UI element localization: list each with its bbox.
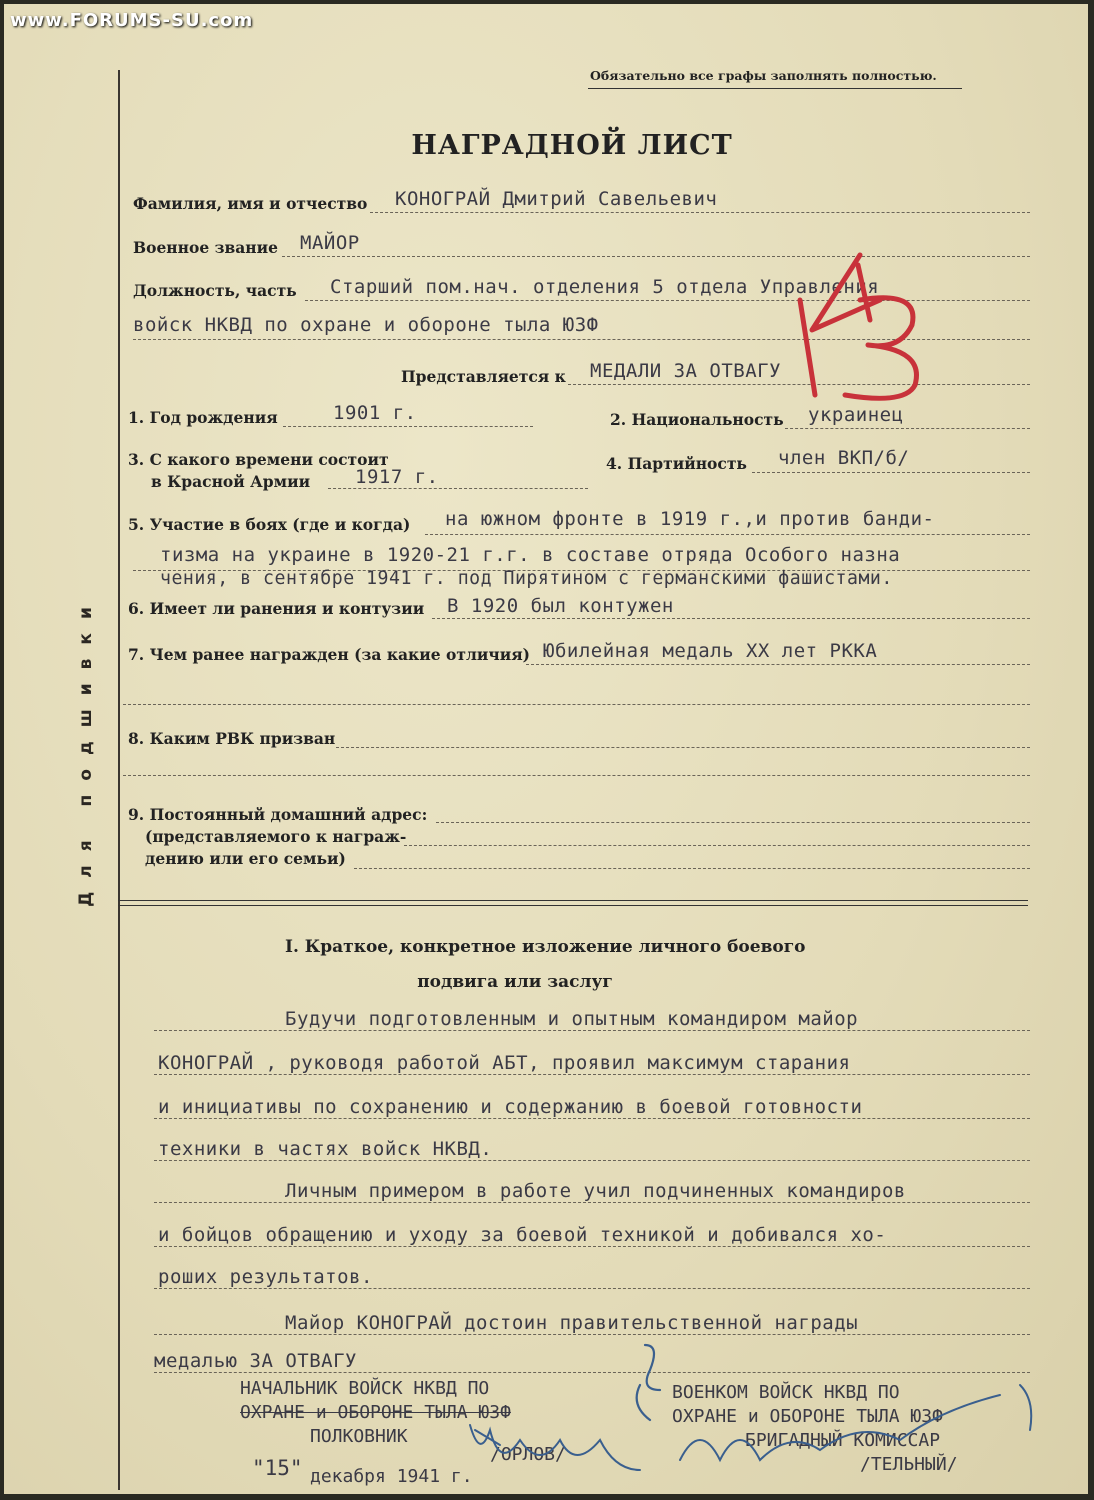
party-underline — [752, 472, 1030, 473]
binding-label — [76, 430, 106, 1070]
battles-value-line2: тизма на украине в 1920-21 г.г. в составе отряда Особого назна — [160, 544, 901, 566]
sig-right-line-2: ОХРАНЕ и ОБОРОНЕ ТЫЛА ЮЗФ — [672, 1406, 943, 1427]
address-underline-1 — [436, 822, 1030, 823]
address-underline-3 — [354, 868, 1030, 869]
section-line-3: и инициативы по сохранению и содержанию в боевой готовности — [158, 1096, 863, 1118]
section-line-9: медалью ЗА ОТВАГУ — [154, 1350, 357, 1372]
section-rule-9 — [154, 1372, 1030, 1373]
sig-left-name: /ОРЛОВ/ — [490, 1444, 566, 1465]
rvk-label: 8. Каким РВК призван — [128, 729, 336, 748]
service-underline — [328, 488, 588, 489]
date-day: "15" — [252, 1456, 303, 1480]
sig-right-line-3: БРИГАДНЫЙ КОМИССАР — [745, 1430, 941, 1451]
section-line-4: техники в частях войск НКВД. — [158, 1138, 493, 1160]
battles-label: 5. Участие в боях (где и когда) — [128, 515, 411, 534]
battles-value-line3: чения, в сентябре 1941 г. под Пирятином с германскими фашистами. — [160, 568, 893, 589]
section-heading-2: подвига или заслуг — [417, 972, 613, 992]
section-line-6: и бойцов обращению и уходу за боевой техникой и добивался хо- — [158, 1224, 887, 1246]
rank-underline — [282, 256, 1030, 257]
service-value: 1917 г. — [355, 466, 439, 488]
section-rule-6 — [154, 1246, 1030, 1247]
nationality-underline — [785, 428, 1030, 429]
document-title: НАГРАДНОЙ ЛИСТ — [411, 130, 733, 161]
position-value-line1: Старший пом.нач. отделения 5 отдела Управления — [330, 276, 880, 298]
position-underline-2 — [133, 339, 1030, 340]
address-label-1: 9. Постоянный домашний адрес: — [128, 805, 428, 824]
address-underline-2 — [404, 845, 1030, 846]
section-rule-1 — [154, 1030, 1030, 1031]
section-rule-8 — [154, 1334, 1030, 1335]
sig-left-line-2: ОХРАНЕ и ОБОРОНЕ ТЫЛА ЮЗФ — [240, 1402, 511, 1423]
birth-year-value: 1901 г. — [333, 402, 417, 424]
sig-left-line-1: НАЧАЛЬНИК ВОЙСК НКВД ПО — [240, 1378, 490, 1399]
nationality-label: 2. Национальность — [610, 410, 784, 429]
previous-awards-value: Юбилейная медаль XX лет РККА — [543, 640, 878, 662]
position-underline-1 — [305, 300, 1030, 301]
birth-year-underline — [283, 426, 533, 427]
fio-underline — [370, 212, 1030, 213]
section-line-2: КОНОГРАЙ , руководя работой АБТ, проявил максимум старания — [158, 1052, 851, 1074]
section-line-1: Будучи подготовленным и опытным командиром майор — [285, 1008, 859, 1030]
wounds-label: 6. Имеет ли ранения и контузии — [128, 599, 425, 618]
wounds-value: В 1920 был контужен — [447, 595, 674, 617]
section-line-8: Майор КОНОГРАЙ достоин правительственной награды — [285, 1312, 859, 1334]
section-rule-2 — [154, 1074, 1030, 1075]
birth-year-label: 1. Год рождения — [128, 408, 278, 427]
previous-awards-label: 7. Чем ранее награжден (за какие отличия) — [128, 645, 530, 664]
rank-label: Военное звание — [133, 238, 278, 257]
party-label: 4. Партийность — [606, 454, 747, 473]
instruction-underline — [588, 88, 962, 89]
award-label: Представляется к — [401, 367, 566, 386]
previous-awards-underline-1 — [526, 664, 1030, 665]
sig-right-line-1: ВОЕНКОМ ВОЙСК НКВД ПО — [672, 1382, 900, 1403]
section-rule-4 — [154, 1160, 1030, 1161]
sig-right-name: /ТЕЛЬНЫЙ/ — [860, 1454, 958, 1475]
address-label-3: дению или его семьи) — [145, 849, 346, 868]
position-value-line2: войск НКВД по охране и обороне тыла ЮЗФ — [133, 314, 599, 336]
section-rule-5 — [154, 1202, 1030, 1203]
party-value: член ВКП/б/ — [778, 447, 910, 469]
rvk-underline-2 — [123, 775, 1030, 776]
section-line-5: Личным примером в работе учил подчиненных командиров — [285, 1180, 906, 1202]
instruction-note: Обязательно все графы заполнять полностью. — [590, 68, 937, 83]
fio-label: Фамилия, имя и отчество — [133, 194, 368, 213]
nationality-value: украинец — [808, 404, 904, 426]
binding-label-text: Для подшивки — [76, 593, 96, 907]
watermark: www.FORUMS-SU.com — [10, 10, 254, 31]
award-underline — [568, 384, 1030, 385]
position-label: Должность, часть — [133, 281, 297, 300]
address-label-2: (представляемого к награж- — [145, 827, 407, 846]
wounds-underline — [432, 618, 1030, 619]
sig-left-line-3: ПОЛКОВНИК — [310, 1426, 408, 1447]
date-rest: декабря 1941 г. — [310, 1466, 473, 1487]
section-divider-top — [118, 900, 1028, 901]
section-line-7: роших результатов. — [158, 1266, 373, 1288]
award-value: МЕДАЛИ ЗА ОТВАГУ — [590, 360, 782, 382]
section-heading-1: I. Краткое, конкретное изложение личного боевого — [285, 937, 806, 957]
rank-value: МАЙОР — [300, 232, 360, 254]
battles-value-line1: на южном фронте в 1919 г.,и против банди- — [445, 508, 935, 530]
battles-underline-1 — [425, 534, 1030, 535]
rvk-underline-1 — [336, 747, 1030, 748]
section-rule-7 — [154, 1288, 1030, 1289]
binding-margin-line — [118, 70, 120, 1490]
section-rule-3 — [154, 1118, 1030, 1119]
previous-awards-underline-2 — [123, 704, 1030, 705]
fio-value: КОНОГРАЙ Дмитрий Савельевич — [395, 188, 718, 210]
service-label-1: 3. С какого времени состоит — [128, 450, 389, 469]
service-label-2: в Красной Армии — [151, 472, 311, 491]
section-divider-bottom — [118, 905, 1028, 906]
